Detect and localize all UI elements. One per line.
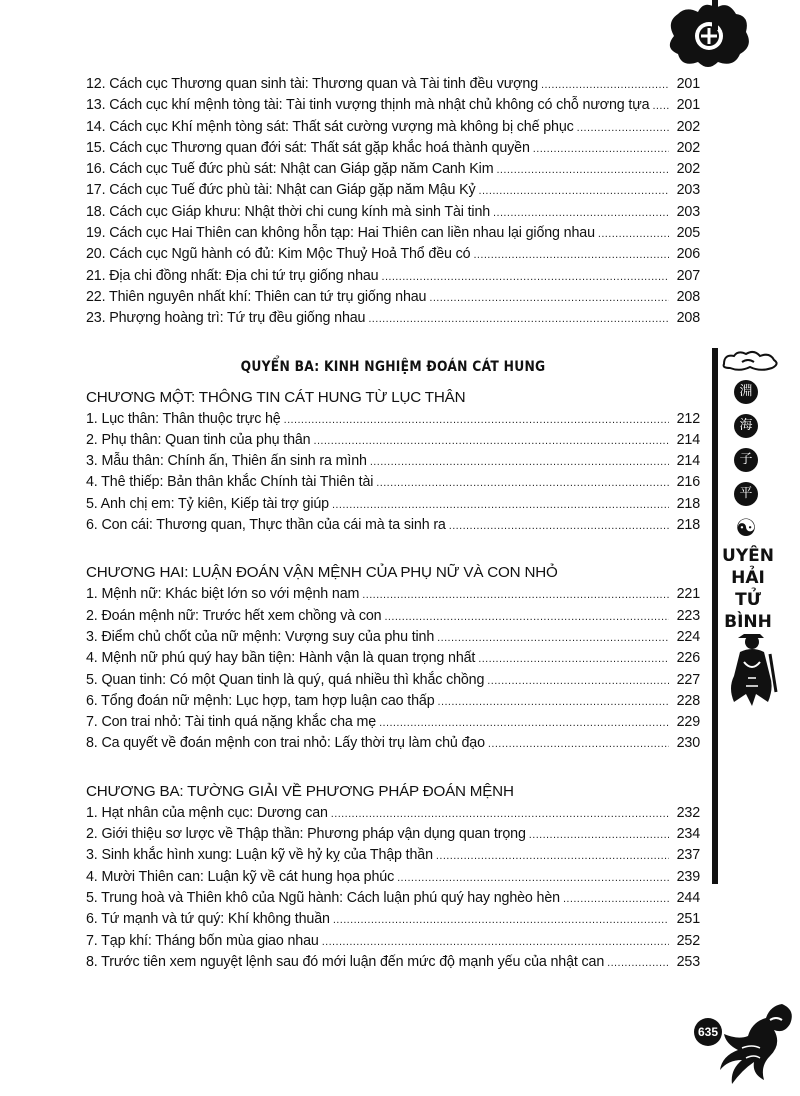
toc-entry-title: 6. Tứ mạnh và tứ quý: Khí không thuần bbox=[86, 911, 330, 928]
dot-leader bbox=[397, 868, 669, 889]
dot-leader bbox=[437, 628, 669, 649]
toc-entry-title: 4. Mười Thiên can: Luận kỹ về cát hung họa phúc bbox=[86, 868, 395, 885]
dot-leader bbox=[652, 96, 669, 117]
toc-entry[interactable] bbox=[86, 845, 700, 866]
toc-entry[interactable] bbox=[86, 584, 700, 605]
toc-entry[interactable] bbox=[86, 308, 700, 329]
toc-entry-title: 4. Mệnh nữ phú quý hay bần tiện: Hành vận là quan trọng nhất bbox=[86, 650, 476, 667]
toc-entry-page: 214 bbox=[676, 453, 700, 470]
toc-entry-page: 202 bbox=[676, 118, 700, 135]
toc-entry[interactable] bbox=[86, 952, 700, 973]
toc-entry-title: 3. Sinh khắc hình xung: Luận kỹ về hỷ kỵ của Thập thần bbox=[86, 847, 433, 864]
toc-entry-page: 205 bbox=[676, 225, 700, 242]
toc-entry-title: 3. Điểm chủ chốt của nữ mệnh: Vượng suy của phu tinh bbox=[86, 628, 435, 645]
toc-entry-title: 6. Tổng đoán nữ mệnh: Lục hợp, tam hợp luận cao thấp bbox=[86, 692, 435, 709]
page-number: 635 bbox=[694, 1018, 722, 1046]
toc-entry[interactable] bbox=[86, 931, 700, 952]
section-gap bbox=[86, 536, 700, 552]
toc-entry-page: 203 bbox=[676, 203, 700, 220]
dot-leader bbox=[473, 245, 669, 266]
toc-entry-title: 14. Cách cục Khí mệnh tòng sát: Thất sát cường vượng mà không bị chế phục bbox=[86, 118, 574, 135]
side-word-3: TỬ bbox=[735, 590, 761, 610]
toc-entry-page: 212 bbox=[676, 410, 700, 427]
dot-leader bbox=[598, 224, 669, 245]
toc-entry-title: 8. Ca quyết về đoán mệnh con trai nhỏ: Lấy thời trụ làm chủ đạo bbox=[86, 735, 485, 752]
yin-yang-icon: ☯ bbox=[735, 514, 757, 542]
toc-entry-title: 17. Cách cục Tuế đức phù tài: Nhật can Giáp gặp năm Mậu Kỷ bbox=[86, 182, 476, 199]
toc-entry[interactable] bbox=[86, 648, 700, 669]
toc-entry[interactable] bbox=[86, 409, 700, 430]
toc-entry[interactable] bbox=[86, 733, 700, 754]
dot-leader bbox=[313, 431, 669, 452]
dot-leader bbox=[333, 910, 669, 931]
toc-entry-title: 18. Cách cục Giáp khưu: Nhật thời chi cung kính mà sinh Tài tinh bbox=[86, 203, 491, 220]
toc-entry-page: 218 bbox=[676, 495, 700, 512]
toc-entry-title: 2. Phụ thân: Quan tinh của phụ thân bbox=[86, 431, 311, 448]
dot-leader bbox=[429, 288, 669, 309]
side-cjk-2: 海 bbox=[734, 414, 758, 438]
side-word-1: UYÊN bbox=[722, 546, 774, 566]
toc-entry[interactable] bbox=[86, 430, 700, 451]
toc-entry-title: 16. Cách cục Tuế đức phù sát: Nhật can Giáp gặp năm Canh Kim bbox=[86, 161, 494, 178]
chapter-section bbox=[86, 755, 700, 973]
toc-entry[interactable] bbox=[86, 95, 700, 116]
side-word-2: HẢI bbox=[731, 568, 765, 588]
toc-entry-title: 2. Đoán mệnh nữ: Trước hết xem chồng và con bbox=[86, 607, 382, 624]
chapter-section bbox=[86, 387, 700, 537]
toc-entry-page: 221 bbox=[676, 586, 700, 603]
toc-entry-title: 22. Thiên nguyên nhất khí: Thiên can tứ trụ giống nhau bbox=[86, 288, 427, 305]
side-word-4: BÌNH bbox=[724, 612, 772, 632]
toc-entry[interactable] bbox=[86, 909, 700, 930]
dot-leader bbox=[479, 181, 670, 202]
toc-entry-title: 7. Con trai nhỏ: Tài tinh quá nặng khắc cha mẹ bbox=[86, 714, 377, 731]
dot-leader bbox=[284, 410, 669, 431]
toc-entry-page: 214 bbox=[676, 431, 700, 448]
toc-entry-page: 203 bbox=[676, 182, 700, 199]
dot-leader bbox=[368, 309, 669, 330]
dot-leader bbox=[436, 846, 669, 867]
toc-entry-title: 21. Địa chi đồng nhất: Địa chi tứ trụ giống nhau bbox=[86, 267, 379, 284]
dragon-ornament-icon bbox=[712, 1000, 798, 1090]
dot-leader bbox=[322, 932, 669, 953]
toc-entry[interactable] bbox=[86, 670, 700, 691]
toc-entry-page: 232 bbox=[676, 804, 700, 821]
chapter-section bbox=[86, 536, 700, 754]
toc-entry-page: 207 bbox=[676, 267, 700, 284]
toc-entry-title: 1. Lục thân: Thân thuộc trực hệ bbox=[86, 410, 281, 427]
toc-entry-page: 234 bbox=[676, 826, 700, 843]
toc-entry-title: 6. Con cái: Thương quan, Thực thần của cái mà ta sinh ra bbox=[86, 517, 446, 534]
toc-entry-page: 206 bbox=[676, 246, 700, 263]
toc-entry-page: 226 bbox=[676, 650, 700, 667]
toc-entry-page: 202 bbox=[676, 139, 700, 156]
toc-entry[interactable] bbox=[86, 888, 700, 909]
dot-leader bbox=[370, 452, 669, 473]
table-of-contents bbox=[86, 74, 700, 973]
toc-entry-title: 20. Cách cục Ngũ hành có đủ: Kim Mộc Thuỷ Hoả Thổ đều có bbox=[86, 246, 471, 263]
toc-entry-page: 239 bbox=[676, 868, 700, 885]
toc-entry-page: 228 bbox=[676, 692, 700, 709]
dot-leader bbox=[577, 118, 669, 139]
toc-entry-title: 5. Trung hoà và Thiên khô của Ngũ hành: Cách luận phú quý hay nghèo hèn bbox=[86, 889, 560, 906]
toc-entry[interactable] bbox=[86, 803, 700, 824]
toc-entry-page: 227 bbox=[676, 671, 700, 688]
toc-entry-title: 15. Cách cục Thương quan đới sát: Thất sát gặp khắc hoá thành quyền bbox=[86, 139, 530, 156]
dot-leader bbox=[362, 585, 669, 606]
dot-leader bbox=[478, 649, 669, 670]
toc-entry-page: 252 bbox=[676, 932, 700, 949]
toc-entry-title: 23. Phượng hoàng trì: Tứ trụ đều giống nhau bbox=[86, 310, 366, 327]
toc-entry[interactable] bbox=[86, 691, 700, 712]
toc-entry-title: 1. Mệnh nữ: Khác biệt lớn so với mệnh nam bbox=[86, 586, 360, 603]
toc-entry[interactable] bbox=[86, 244, 700, 265]
toc-entry[interactable] bbox=[86, 472, 700, 493]
side-rail bbox=[712, 348, 718, 884]
dot-leader bbox=[438, 692, 669, 713]
toc-entry-title: 12. Cách cục Thương quan sinh tài: Thương quan và Tài tinh đều vượng bbox=[86, 76, 538, 92]
section-gap bbox=[86, 755, 700, 771]
toc-entry[interactable] bbox=[86, 74, 700, 95]
toc-entry[interactable] bbox=[86, 712, 700, 733]
dot-leader bbox=[529, 825, 669, 846]
toc-entry-title: 5. Quan tinh: Có một Quan tinh là quý, quá nhiều thì khắc chồng bbox=[86, 671, 485, 688]
dot-leader bbox=[533, 139, 669, 160]
toc-entry-title: 4. Thê thiếp: Bản thân khắc Chính tài Thiên tài bbox=[86, 474, 374, 491]
toc-entry-page: 251 bbox=[676, 911, 700, 928]
dot-leader bbox=[496, 160, 669, 181]
toc-entry[interactable] bbox=[86, 824, 700, 845]
toc-entry[interactable] bbox=[86, 266, 700, 287]
dot-leader bbox=[493, 203, 669, 224]
toc-entry[interactable] bbox=[86, 867, 700, 888]
toc-entry[interactable] bbox=[86, 117, 700, 138]
toc-entry-title: 7. Tạp khí: Tháng bốn mùa giao nhau bbox=[86, 932, 319, 949]
toc-entry-title: 19. Cách cục Hai Thiên can không hỗn tạp: Hai Thiên can liền nhau lại giống nhau bbox=[86, 225, 595, 242]
dot-leader bbox=[607, 953, 669, 974]
dot-leader bbox=[331, 804, 669, 825]
toc-entry-title: 1. Hạt nhân của mệnh cục: Dương can bbox=[86, 804, 328, 821]
dot-leader bbox=[541, 75, 669, 96]
toc-entry-page: 229 bbox=[676, 714, 700, 731]
toc-entry-title: 3. Mẫu thân: Chính ấn, Thiên ấn sinh ra mình bbox=[86, 453, 367, 470]
dot-leader bbox=[487, 671, 669, 692]
toc-entry-page: 208 bbox=[676, 288, 700, 305]
toc-entry-page: 237 bbox=[676, 847, 700, 864]
side-cjk-4: 平 bbox=[734, 482, 758, 506]
toc-entry-page: 201 bbox=[676, 76, 700, 92]
dot-leader bbox=[379, 713, 669, 734]
toc-entry-page: 216 bbox=[676, 474, 700, 491]
dot-leader bbox=[376, 473, 669, 494]
toc-entry[interactable] bbox=[86, 159, 700, 180]
toc-entry[interactable] bbox=[86, 606, 700, 627]
toc-entry[interactable] bbox=[86, 515, 700, 536]
sage-figure-icon bbox=[724, 632, 778, 708]
toc-entry[interactable] bbox=[86, 223, 700, 244]
dot-leader bbox=[563, 889, 669, 910]
toc-entry[interactable] bbox=[86, 138, 700, 159]
toc-entry-page: 208 bbox=[676, 310, 700, 327]
toc-entry[interactable] bbox=[86, 202, 700, 223]
toc-entry-page: 224 bbox=[676, 628, 700, 645]
toc-entry[interactable] bbox=[86, 494, 700, 515]
toc-entry-page: 223 bbox=[676, 607, 700, 624]
toc-entry[interactable] bbox=[86, 180, 700, 201]
dot-leader bbox=[488, 734, 669, 755]
chapter-title: CHƯƠNG MỘT: THÔNG TIN CÁT HUNG TỪ LỤC THÂN bbox=[86, 388, 466, 406]
toc-entry-page: 244 bbox=[676, 889, 700, 906]
toc-entry[interactable] bbox=[86, 287, 700, 308]
toc-entry[interactable] bbox=[86, 451, 700, 472]
dot-leader bbox=[449, 516, 669, 537]
dot-leader bbox=[381, 267, 669, 288]
toc-entry[interactable] bbox=[86, 627, 700, 648]
part1-entries bbox=[86, 74, 700, 330]
toc-entry-page: 202 bbox=[676, 161, 700, 178]
dot-leader bbox=[332, 495, 669, 516]
toc-entry-page: 201 bbox=[676, 97, 700, 114]
cloud-ornament-icon bbox=[720, 350, 780, 372]
chapters bbox=[86, 387, 700, 974]
chapter-title: CHƯƠNG BA: TƯỜNG GIẢI VỀ PHƯƠNG PHÁP ĐOÁN MỆNH bbox=[86, 782, 514, 800]
side-cjk-1: 淵 bbox=[734, 380, 758, 404]
book-title: QUYỂN BA: KINH NGHIỆM ĐOÁN CÁT HUNG bbox=[240, 358, 546, 375]
toc-entry-title: 8. Trước tiên xem nguyệt lệnh sau đó mới luận đến mức độ mạnh yếu của nhật can bbox=[86, 953, 605, 970]
toc-entry-page: 230 bbox=[676, 735, 700, 752]
toc-entry-page: 218 bbox=[676, 517, 700, 534]
toc-entry-title: 13. Cách cục khí mệnh tòng tài: Tài tinh vượng thịnh mà nhật chủ không có chỗ nương tựa bbox=[86, 97, 650, 114]
side-cjk-3: 子 bbox=[734, 448, 758, 472]
toc-entry-title: 5. Anh chị em: Tỷ kiên, Kiếp tài trợ giúp bbox=[86, 495, 329, 512]
corner-emblem-icon bbox=[664, 2, 754, 72]
toc-entry-page: 253 bbox=[676, 953, 700, 970]
dot-leader bbox=[384, 607, 669, 628]
rail-top bbox=[712, 0, 718, 30]
chapter-title: CHƯƠNG HAI: LUẬN ĐOÁN VẬN MỆNH CỦA PHỤ NỮ VÀ CON NHỎ bbox=[86, 564, 558, 582]
toc-entry-title: 2. Giới thiệu sơ lược về Thập thần: Phương pháp vận dụng quan trọng bbox=[86, 826, 526, 843]
